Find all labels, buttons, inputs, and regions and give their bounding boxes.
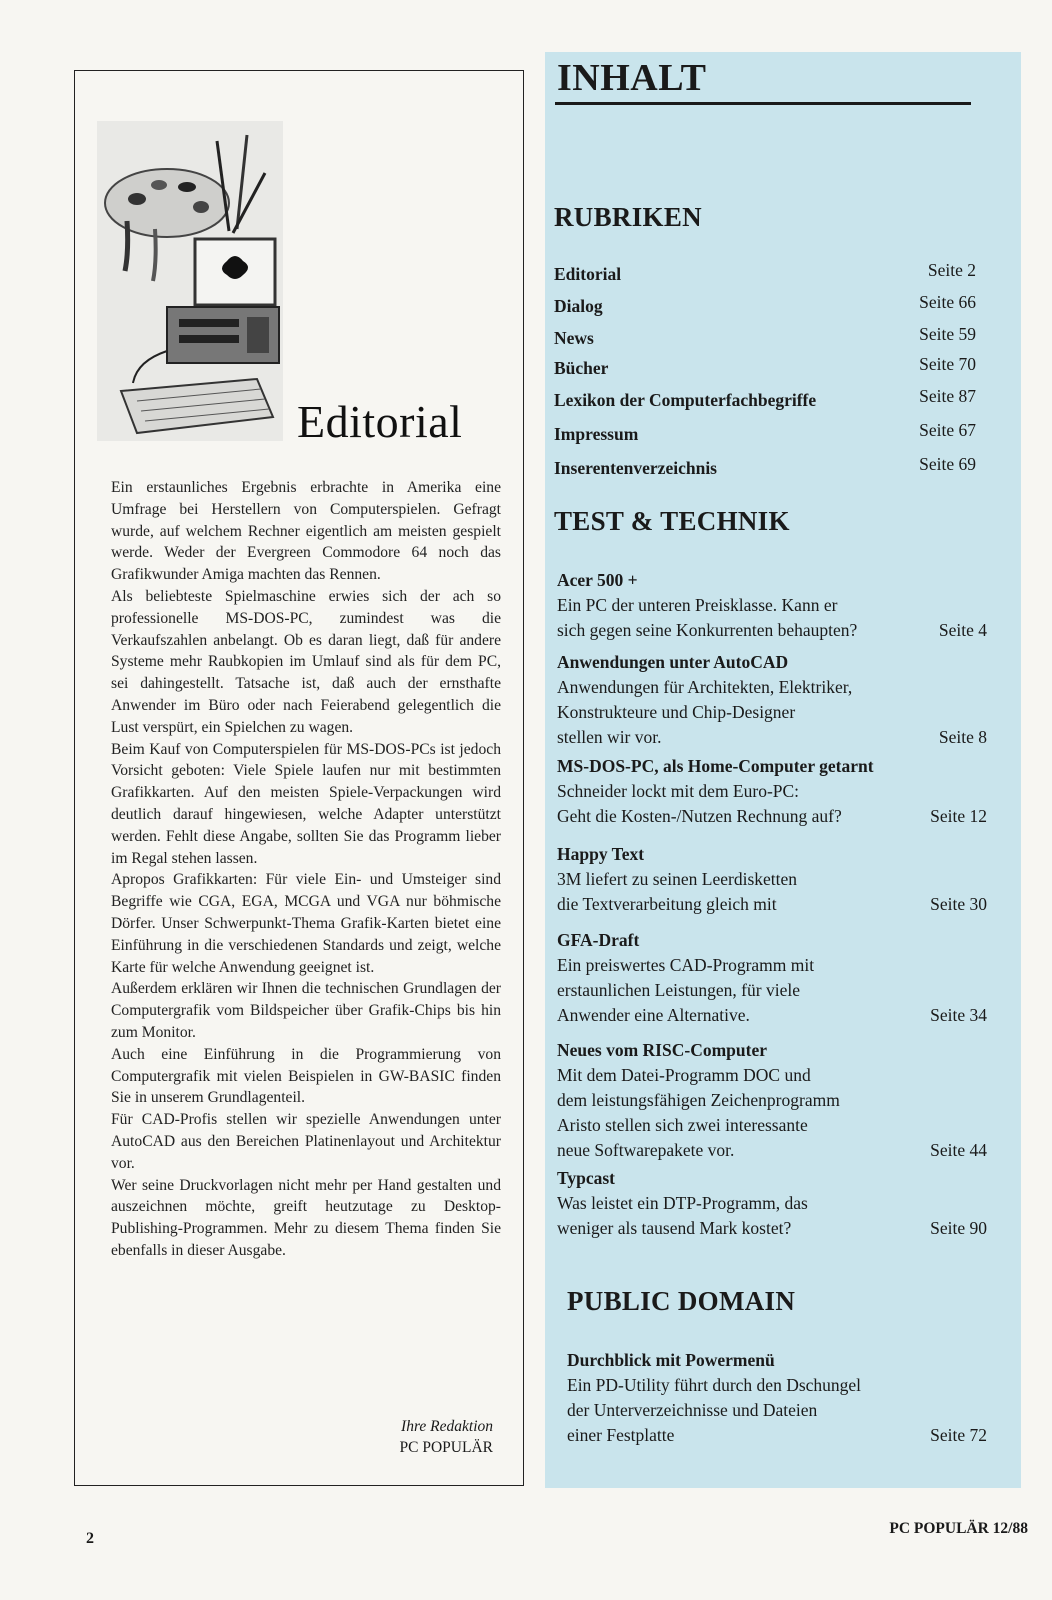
article-description-line: Ein preiswertes CAD-Programm mit <box>557 955 815 975</box>
article-title: Durchblick mit Powermenü <box>567 1350 775 1370</box>
article-title: GFA-Draft <box>557 930 640 950</box>
article-entry[interactable] <box>567 1348 987 1448</box>
rubrik-page: Seite 59 <box>919 324 976 344</box>
article-description-line: 3M liefert zu seinen Leerdisketten <box>557 869 798 889</box>
rubrik-page: Seite 67 <box>919 420 976 440</box>
article-description-line: weniger als tausend Mark kostet? <box>557 1218 792 1238</box>
rubrik-entry[interactable] <box>554 420 976 448</box>
article-entry[interactable] <box>557 754 987 829</box>
rubrik-entry[interactable] <box>554 324 976 352</box>
editorial-paragraph: Apropos Grafikkarten: Für viele Ein- und Umsteiger sind Begriffe wie CGA, EGA, MCGA und VGA nur böhmische Dörfer. Unser Schwerpunkt-Thema Grafik-Karten bietet eine Einführung in die verschiedenen Standards und zeigt, welche Karte für welche Anwendung geeignet ist. <box>111 871 501 976</box>
article-title: Typcast <box>557 1168 616 1188</box>
rubrik-page: Seite 69 <box>919 454 976 474</box>
article-description-line: die Textverarbeitung gleich mit <box>557 894 777 914</box>
article-page: Seite 4 <box>938 620 987 640</box>
rubrik-label: Inserentenverzeichnis <box>554 458 717 478</box>
article-entry[interactable] <box>557 842 987 917</box>
article-entry[interactable] <box>557 1166 987 1241</box>
rubrik-label: Impressum <box>554 424 639 444</box>
editorial-paragraph: Außerdem erklären wir Ihnen die technischen Grundlagen der Computergrafik vom Bildspeicher über Grafik-Chips bis hin zum Monitor. <box>111 980 501 1041</box>
editorial-body <box>111 477 501 1262</box>
rubrik-entry[interactable] <box>554 260 976 288</box>
article-description-line: Geht die Kosten-/Nutzen Rechnung auf? <box>557 806 842 826</box>
article-description-line: Anwendungen für Architekten, Elektriker, <box>557 677 853 697</box>
rubrik-label: Dialog <box>554 296 603 316</box>
article-description-line: Ein PD-Utility führt durch den Dschungel <box>567 1375 862 1395</box>
article-description-line: Schneider lockt mit dem Euro-PC: <box>557 781 800 801</box>
editorial-paragraph: Als beliebteste Spielmaschine erwies sich der ach so professionelle MS-DOS-PC, zumindest was die Verkaufszahlen anbelangt. Ob es daran liegt, daß für andere Systeme mehr Raubkopien im Umlauf sind als für dem PC, sei dahingestellt. Tatsache ist, daß auch der ernsthafte Anwender im Büro oder nach Feierabend gelegentlich die Lust verspürt, ein Spielchen zu wagen. <box>111 587 501 736</box>
rubrik-label: Lexikon der Computerfachbegriffe <box>554 390 817 410</box>
article-page: Seite 30 <box>930 894 987 914</box>
article-title: Anwendungen unter AutoCAD <box>557 652 789 672</box>
article-description-line: Aristo stellen sich zwei interessante <box>557 1115 808 1135</box>
editorial-box <box>74 70 524 1486</box>
rubrik-entry[interactable] <box>554 386 976 414</box>
magazine-issue: PC POPULÄR 12/88 <box>889 1520 1028 1537</box>
article-page: Seite 72 <box>930 1425 987 1445</box>
title-divider <box>555 102 971 105</box>
signature-name: Ihre Redaktion <box>401 1418 493 1435</box>
table-of-contents <box>545 52 1021 1488</box>
article-description-line: Konstrukteure und Chip-Designer <box>557 702 796 722</box>
section-heading-rubriken: RUBRIKEN <box>554 202 702 232</box>
article-description-line: stellen wir vor. <box>557 727 662 747</box>
rubrik-entry[interactable] <box>554 292 976 320</box>
article-description-line: erstaunlichen Leistungen, für viele <box>557 980 800 1000</box>
editorial-paragraph: Beim Kauf von Computerspielen für MS-DOS-PCs ist jedoch Vorsicht geboten: Viele Spiele laufen nur mit bestimmten Grafikkarten. Auf den meisten Spiele-Verpackungen wird deutlich darauf hingewiesen, welche Adapter unterstützt werden. Fehlt diese Angabe, sollten Sie das Programm lieber im Regal stehen lassen. <box>111 740 501 867</box>
rubrik-page: Seite 87 <box>919 386 976 406</box>
article-description-line: einer Festplatte <box>567 1425 675 1445</box>
article-page: Seite 12 <box>930 806 987 826</box>
signature-organization: PC POPULÄR <box>399 1439 493 1456</box>
rubrik-label: Bücher <box>554 358 609 378</box>
editorial-paragraph: Ein erstaunliches Ergebnis erbrachte in Amerika eine Umfrage bei Herstellern von Computerspielen. Gefragt wurde, auf welchem Rechner eigentlich am meisten gespielt werde. Weder der Evergreen Commodore 64 noch das Grafikwunder Amiga machten das Rennen. <box>111 479 501 584</box>
article-description-line: dem leistungsfähigen Zeichenprogramm <box>557 1090 840 1110</box>
contents-title: INHALT <box>557 57 707 99</box>
editorial-signature <box>400 1416 493 1458</box>
rubrik-label: Editorial <box>554 264 622 284</box>
article-page: Seite 34 <box>930 1005 987 1025</box>
article-title: Acer 500 + <box>557 570 638 590</box>
rubrik-page: Seite 66 <box>919 292 976 312</box>
article-description-line: Ein PC der unteren Preisklasse. Kann er <box>557 595 838 615</box>
editorial-title: Editorial <box>297 396 463 447</box>
article-page: Seite 8 <box>938 727 987 747</box>
article-entry[interactable] <box>557 1038 987 1163</box>
rubrik-entry[interactable] <box>554 354 976 382</box>
computer-artwork-illustration <box>97 121 283 441</box>
article-page: Seite 90 <box>930 1218 987 1238</box>
article-description-line: neue Softwarepakete vor. <box>557 1140 735 1160</box>
page-number: 2 <box>86 1530 94 1547</box>
article-description-line: Mit dem Datei-Programm DOC und <box>557 1065 811 1085</box>
article-entry[interactable] <box>557 650 987 750</box>
section-heading-public-domain: PUBLIC DOMAIN <box>567 1286 796 1316</box>
article-title: Neues vom RISC-Computer <box>557 1040 767 1060</box>
section-heading-test-technik: TEST & TECHNIK <box>554 506 790 536</box>
rubrik-entry[interactable] <box>554 454 976 482</box>
article-title: Happy Text <box>557 844 645 864</box>
rubrik-label: News <box>554 328 594 348</box>
article-entry[interactable] <box>557 568 987 643</box>
article-page: Seite 44 <box>930 1140 987 1160</box>
article-description-line: Was leistet ein DTP-Programm, das <box>557 1193 808 1213</box>
editorial-paragraph: Auch eine Einführung in die Programmierung von Computergrafik mit vielen Beispielen in GW-BASIC finden Sie in unserem Grundlagenteil. <box>111 1045 501 1107</box>
editorial-paragraph: Für CAD-Profis stellen wir spezielle Anwendungen unter AutoCAD aus den Bereichen Platinenlayout und Architektur vor. <box>111 1111 501 1172</box>
article-entry[interactable] <box>557 928 987 1028</box>
article-title: MS-DOS-PC, als Home-Computer getarnt <box>557 756 874 776</box>
rubrik-page: Seite 70 <box>919 354 976 374</box>
rubrik-page: Seite 2 <box>927 260 976 280</box>
article-description-line: sich gegen seine Konkurrenten behaupten? <box>557 620 858 640</box>
article-description-line: Anwender eine Alternative. <box>557 1005 750 1025</box>
editorial-paragraph: Wer seine Druckvorlagen nicht mehr per Hand gestalten und auszeichnen möchte, greift heutzutage zu Desktop-Publishing-Programmen. Mehr zu diesem Thema finden Sie ebenfalls in dieser Ausgabe. <box>111 1176 501 1259</box>
article-description-line: der Unterverzeichnisse und Dateien <box>567 1400 818 1420</box>
